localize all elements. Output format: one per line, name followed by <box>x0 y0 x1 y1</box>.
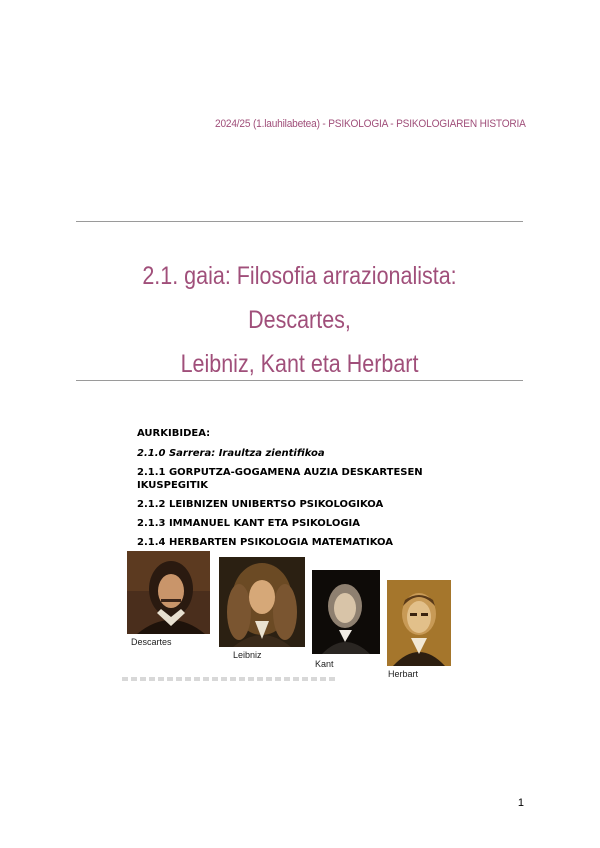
faint-source-line <box>122 677 337 681</box>
page-header: 2024/25 (1.lauhilabetea) - PSIKOLOGIA - PSIKOLOGIAREN HISTORIA <box>215 118 526 130</box>
descartes-caption: Descartes <box>131 637 172 647</box>
toc-item-3: 2.1.3 IMMANUEL KANT ETA PSIKOLOGIA <box>137 518 360 529</box>
descartes-portrait <box>127 551 210 634</box>
herbart-caption: Herbart <box>388 669 419 679</box>
page-title <box>107 254 491 386</box>
page-number: 1 <box>517 797 524 809</box>
toc-heading: AURKIBIDEA: <box>137 428 211 439</box>
divider-top <box>76 221 523 222</box>
toc-item-0: 2.1.0 Sarrera: Iraultza zientifikoa <box>137 448 325 459</box>
kant-caption: Kant <box>315 659 334 669</box>
divider-bottom <box>76 380 523 381</box>
leibniz-portrait <box>219 557 305 647</box>
kant-portrait <box>312 570 380 654</box>
herbart-portrait <box>387 580 451 666</box>
leibniz-caption: Leibniz <box>233 650 262 660</box>
title-line-2: Leibniz, Kant eta Herbart <box>180 350 419 378</box>
toc-item-2: 2.1.2 LEIBNIZEN UNIBERTSO PSIKOLOGIKOA <box>137 499 384 510</box>
toc-item-1: 2.1.1 GORPUTZA-GOGAMENA AUZIA DESKARTESEN IKUSPEGITIK <box>137 467 423 491</box>
table-of-contents <box>137 427 457 555</box>
toc-item-4: 2.1.4 HERBARTEN PSIKOLOGIA MATEMATIKOA <box>137 537 393 548</box>
title-line-1: 2.1. gaia: Filosofia arrazionalista: Descartes, <box>142 262 457 334</box>
